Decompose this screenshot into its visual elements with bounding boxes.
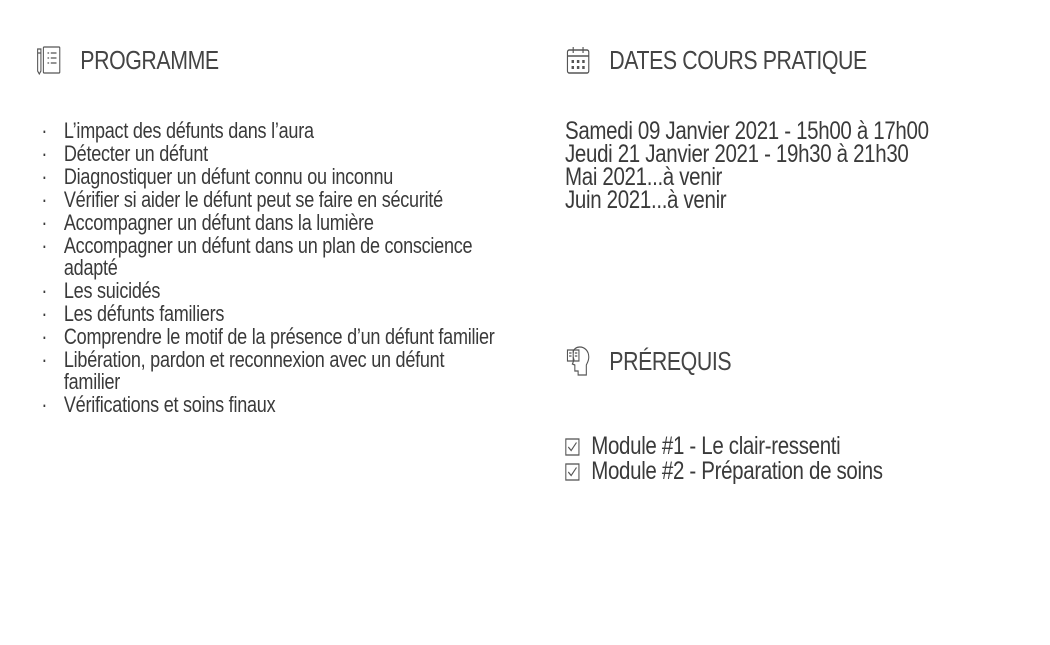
bullet-icon: · <box>41 233 48 258</box>
prerequis-item <box>565 434 1024 459</box>
bullet-icon: · <box>41 392 48 417</box>
bullet-icon: · <box>41 141 48 166</box>
programme-item <box>36 303 495 325</box>
bullet-icon: · <box>41 301 48 326</box>
dates-list <box>565 117 1024 214</box>
prerequis-item <box>565 459 1024 484</box>
bullet-icon: · <box>41 347 48 372</box>
programme-item-label: Diagnostiquer un défunt connu ou inconnu <box>63 164 394 189</box>
date-line: Mai 2021...à venir <box>565 163 723 191</box>
programme-item-label: Détecter un défunt <box>63 141 208 166</box>
bullet-icon: · <box>41 324 48 349</box>
programme-item-label: Comprendre le motif de la présence d’un défunt familier <box>63 324 495 349</box>
checklist-pencil-icon <box>36 44 62 76</box>
programme-item-label: Les suicidés <box>63 278 161 303</box>
head-book-icon <box>565 345 591 377</box>
programme-item <box>36 326 495 348</box>
checkbox-checked-icon <box>565 438 580 456</box>
programme-heading <box>36 44 219 76</box>
programme-item <box>36 394 495 416</box>
programme-list <box>36 120 495 417</box>
dates-title: DATES COURS PRATIQUE <box>609 44 867 75</box>
prerequis-item-label: Module #2 - Préparation de soins <box>591 457 883 485</box>
prerequis-item-label: Module #1 - Le clair-ressenti <box>591 432 841 460</box>
bullet-icon: · <box>41 187 48 212</box>
programme-item <box>36 166 495 188</box>
prerequis-title: PRÉREQUIS <box>609 345 732 376</box>
checkbox-checked-icon <box>565 463 580 481</box>
programme-item <box>36 189 495 211</box>
dates-heading <box>565 44 867 76</box>
programme-title: PROGRAMME <box>80 44 219 75</box>
programme-item <box>36 280 495 302</box>
date-line: Juin 2021...à venir <box>565 186 727 214</box>
calendar-icon <box>565 44 591 76</box>
bullet-icon: · <box>41 164 48 189</box>
programme-item-label: Accompagner un défunt dans un plan de conscience adapté <box>63 233 473 280</box>
programme-item-label: Vérifications et soins finaux <box>63 392 276 417</box>
programme-item-label: Vérifier si aider le défunt peut se faire en sécurité <box>63 187 443 212</box>
programme-item <box>36 349 495 393</box>
bullet-icon: · <box>41 118 48 143</box>
date-line: Jeudi 21 Janvier 2021 - 19h30 à 21h30 <box>565 140 909 168</box>
programme-item <box>36 120 495 142</box>
bullet-icon: · <box>41 210 48 235</box>
bullet-icon: · <box>41 278 48 303</box>
programme-item <box>36 235 495 279</box>
prerequis-heading <box>565 345 731 377</box>
date-line: Samedi 09 Janvier 2021 - 15h00 à 17h00 <box>565 117 929 145</box>
programme-item-label: L’impact des défunts dans l’aura <box>63 118 314 143</box>
programme-item <box>36 143 495 165</box>
programme-item-label: Accompagner un défunt dans la lumière <box>63 210 374 235</box>
programme-item-label: Libération, pardon et reconnexion avec un défunt familier <box>63 347 445 394</box>
programme-item-label: Les défunts familiers <box>63 301 225 326</box>
programme-item <box>36 212 495 234</box>
prerequis-list <box>565 434 1024 484</box>
